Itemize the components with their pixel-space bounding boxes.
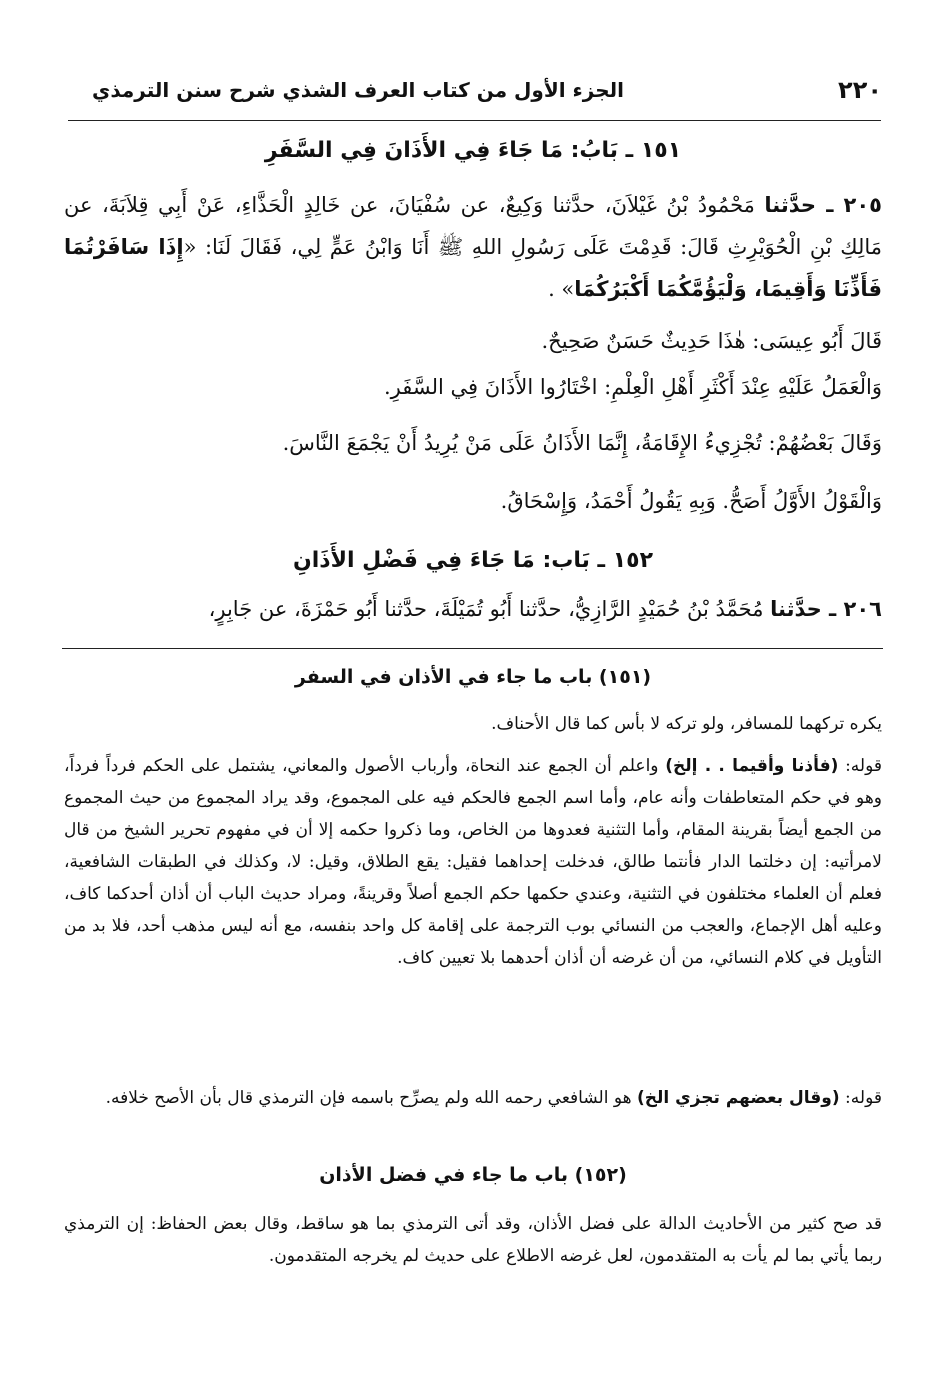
hadith-205-label: ٢٠٥ ـ حدَّثنا [764, 193, 882, 217]
hadith-205 [64, 184, 882, 310]
hadith-206-text: مُحَمَّدُ بْنُ حُمَيْدٍ الرَّازِيُّ، حدَّثنا أَبُو تُمَيْلَةَ، حدَّثنا أَبُو حَمْزَةَ، عن جَابِرٍ، [208, 597, 771, 621]
para-1-text: واعلم أن الجمع عند النحاة، وأرباب الأصول والمعاني، يشتمل على الحكم فرداً فرداً، وهو في حكم المتعاطفات وأنه عام، وأما اسم الجمع فالحكم فيه على المجموع، وقد يراد المجموع من حيث المجموع من الجمع أيضاً بقرينة المقام، وأما التثنية فعدوها من الخاص، وما ذكروا حكمه إلا أن في مفهوم تحرير الشيخ من قال لامرأتيه: إن دخلتما الدار فأنتما طالق، فدخلت إحداهما فقيل: يقع الطلاق، وقيل: لا، وكذلك في الطبقات الشافعية، فعلم أن العلماء مختلفون في التثنية، وعندي حكمها حكم الجمع أصلاً وقرينةً، ومراد حديث الباب أن أذان أحدكما كاف، وعليه أهل الإجماع، والعجب من النسائي بوب الترجمة على إقامة كل واحد بنفسه، مع أنه ليس مذهب أحد، فلا بد من التأويل في كلام النسائي، من أن غرضه أن أذان أحدهما بلا تعيين كاف. [64, 756, 882, 968]
running-title: الجزء الأول من كتاب العرف الشذي شرح سنن الترمذي [92, 78, 624, 102]
remark-first-opinion: وَالْقَوْلُ الأَوَّلُ أَصَحُّ. وَبِهِ يَقُولُ أَحْمَدُ، وَإِسْحَاقُ. [500, 489, 882, 513]
header-divider [68, 120, 881, 121]
para-1-prefix: قوله: [838, 756, 883, 776]
commentary-152-title: (١٥٢) باب ما جاء في فضل الأذان [319, 1164, 627, 1186]
remark-some-said: وَقَالَ بَعْضُهُمْ: تُجْزِيءُ الإِقَامَةُ، إِنَّمَا الأَذَانُ عَلَى مَنْ يُرِيدُ أَنْ يَجْمَعَ النَّاسَ. [282, 431, 882, 455]
running-header [92, 70, 882, 110]
remark-practice: وَالْعَمَلُ عَلَيْهِ عِنْدَ أَكْثَرِ أَهْلِ الْعِلْمِ: اخْتَارُوا الأَذَانَ فِي السَّفَرِ. [383, 375, 882, 399]
commentary-151-title: (١٥١) باب ما جاء في الأذان في السفر [294, 666, 652, 688]
commentary-divider [62, 648, 883, 649]
chapter-151-title: ١٥١ ـ بَابُ: مَا جَاءَ فِي الأَذَانَ فِي السَّفَرِ [264, 138, 682, 163]
para-2-quote: (وقال بعضهم تجزي الخ) [636, 1088, 840, 1108]
remark-abu-isa: قَالَ أَبُو عِيسَى: هٰذَا حَدِيثٌ حَسَنٌ صَحِيحٌ. [541, 329, 882, 353]
chapter-152-title: ١٥٢ ـ بَاب: مَا جَاءَ فِي فَضْلِ الأَذَانِ [292, 548, 654, 573]
para-2-prefix: قوله: [839, 1088, 882, 1108]
commentary-151-intro: يكره تركهما للمسافر، ولو تركه لا بأس كما قال الأحناف. [491, 714, 882, 734]
para-2-text: هو الشافعي رحمه الله ولم يصرِّح باسمه فإن الترمذي قال بأن الأصح خلافه. [105, 1088, 637, 1108]
para-1-quote: (فأذنا وأقيما . . إلخ) [665, 756, 839, 776]
page-number: ٢٢٠ [838, 76, 882, 104]
commentary-151-para-2 [64, 1082, 918, 1114]
commentary-151-para-1 [64, 750, 918, 974]
commentary-152-text: قد صح كثير من الأحاديث الدالة على فضل الأذان، وقد أتى الترمذي بما هو ساقط، وقال بعض الحفاظ: إن الترمذي ربما يأتي بما لم يأت به المتقدمون، لعل غرضه الاطلاع على حديث لم يخرجه المتقدمون. [64, 1214, 882, 1266]
hadith-206-label: ٢٠٦ ـ حدَّثنا [770, 597, 882, 621]
hadith-205-quote: إِذَا سَافَرْتُمَا فَأَذِّنَا وَأَقِيمَا، وَلْيَؤُمَّكُمَا أَكْبَرُكُمَا [64, 235, 882, 301]
hadith-206 [64, 588, 882, 630]
hadith-205-text: مَحْمُودُ بْنُ غَيْلاَنَ، حدَّثنا وَكِيعٌ، عن سُفْيَانَ، عن خَالِدٍ الْحَذَّاءِ، عَنْ أَبِي قِلاَبَةَ، عن مَالِكِ بْنِ الْحُوَيْرِثِ قَالَ: قَدِمْتَ عَلَى رَسُولِ اللهِ ﷺ أَنَا وَابْنُ عَمٍّ لِي، فَقَالَ لَنَا: « [64, 193, 882, 259]
hadith-205-end: » . [548, 277, 575, 301]
